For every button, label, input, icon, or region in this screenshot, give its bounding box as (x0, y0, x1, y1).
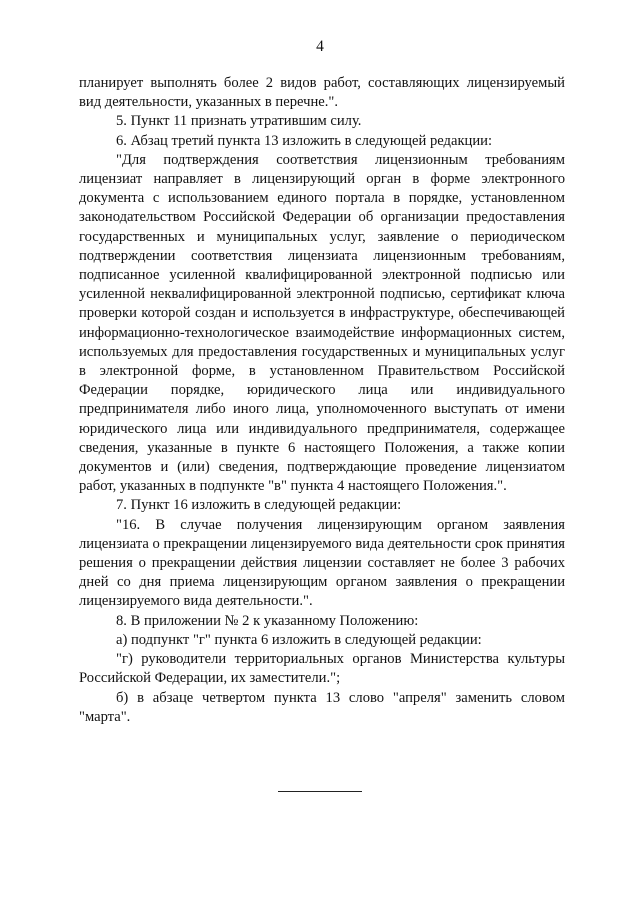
document-body (79, 74, 565, 727)
paragraph-item-5: 5. Пункт 11 признать утратившим силу. (116, 113, 362, 130)
paragraph-item-8: 8. В приложении № 2 к указанному Положению: (116, 612, 419, 629)
paragraph-continuation: планирует выполнять более 2 видов работ, составляющих лицензируемый вид деятельности, указанных в перечне.". (79, 75, 565, 111)
paragraph-item-8-a-text: "г) руководители территориальных органов Министерства культуры Российской Федерации, их заместители."; (79, 651, 565, 687)
paragraph-item-7: 7. Пункт 16 изложить в следующей редакции: (116, 497, 402, 514)
paragraph-item-8-a: а) подпункт "г" пункта 6 изложить в следующей редакции: (116, 631, 482, 648)
paragraph-item-6: 6. Абзац третий пункта 13 изложить в следующей редакции: (116, 132, 493, 149)
paragraph-item-7-text: "16. В случае получения лицензирующим органом заявления лицензиата о прекращении лицензируемого вида деятельности срок принятия решения о прекращении действия лицензии составляет не более 3 рабочих дней со дня приема лицензирующим органом заявления о прекращении лицензируемого вида деятельности.". (79, 516, 565, 610)
paragraph-item-8-b: б) в абзаце четвертом пункта 13 слово "апреля" заменить словом "марта". (79, 689, 565, 725)
separator-line (278, 791, 362, 792)
paragraph-item-6-text: "Для подтверждения соответствия лицензионным требованиям лицензиат направляет в лицензирующий орган в форме электронного документа с использованием единого портала в порядке, установленном законодательством Российской Федерации об организации предоставления государственных и муниципальных услуг, заявление о периодическом подтверждении соответствия лицензиата лицензионным требованиям, подписанное усиленной квалифицированной электронной подписью или усиленной неквалифицированной электронной подписью, сертификат ключа проверки которой создан и используется в инфраструктуре, обеспечивающей информационно-технологическое взаимодействие информационных систем, используемых для предоставления государственных и муниципальных услуг в электронной форме, в установленном Правительством Российской Федерации порядке, юридического лица или индивидуального предпринимателя либо иного лица, уполномоченного выступать от имени юридического лица или индивидуального предпринимателя, содержащее сведения, указанные в пункте 6 настоящего Положения, а также копии документов и (или) сведения, подтверждающие проведение лицензиатом работ, указанных в подпункте "в" пункта 4 настоящего Положения.". (79, 151, 565, 495)
page-number: 4 (316, 38, 324, 55)
